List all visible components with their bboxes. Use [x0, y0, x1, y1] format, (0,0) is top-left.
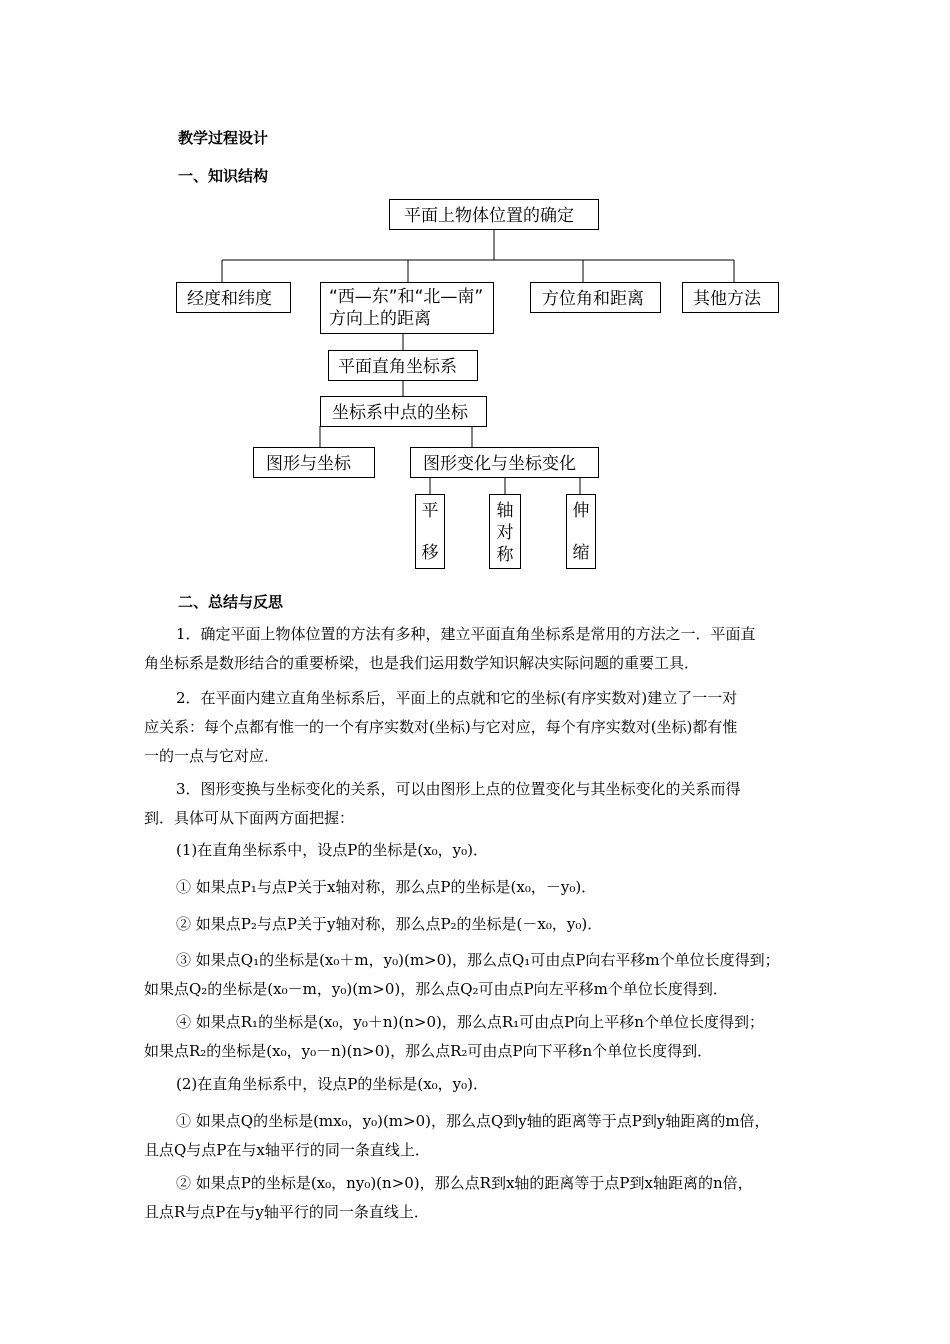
- subsection-1-item-4-line1: ④ 如果点R₁的坐标是(x₀，y₀＋n)(n>0)，那么点R₁可由点P向上平移n个单位长度得到；: [176, 1013, 764, 1031]
- symmetry-char-2: 对: [496, 523, 514, 543]
- subsection-1-item-3: [144, 946, 816, 1004]
- subsection-2-item-2: [144, 1169, 816, 1227]
- tree-node-scaling: [566, 494, 596, 569]
- page-title: 教学过程设计: [178, 129, 269, 147]
- subsection-2-item-1: [144, 1107, 816, 1165]
- paragraph-3: [144, 775, 816, 833]
- tree-node-direction-line1: “西—东”和“北—南”: [329, 287, 484, 307]
- tree-root: 平面上物体位置的确定: [389, 199, 599, 230]
- symmetry-char-3: 称: [496, 545, 514, 565]
- symmetry-char-1: 轴: [496, 501, 514, 521]
- subsection-2-item-2-line1: ② 如果点P的坐标是(x₀，ny₀)(n>0)，那么点R到x轴的距离等于点P到x轴距离的n倍，: [176, 1174, 753, 1192]
- paragraph-2-line3: 一的一点与它对应．: [144, 747, 280, 765]
- tree-node-direction-distance: [320, 282, 494, 334]
- tree-node-translation: [415, 494, 445, 569]
- tree-node-symmetry: [489, 494, 521, 569]
- subsection-1-item-3-line2: 如果点Q₂的坐标是(x₀－m，y₀)(m>0)，那么点Q₂可由点P向左平移m个单位长度得到．: [144, 980, 728, 998]
- subsection-2-item-2-line2: 且点R与点P在与y轴平行的同一条直线上．: [144, 1203, 429, 1221]
- subsection-1-item-2: ② 如果点P₂与点P关于y轴对称，那么点P₂的坐标是(－x₀，y₀)．: [176, 915, 603, 933]
- tree-node-other-methods: 其他方法: [682, 282, 779, 313]
- scaling-char-1: 伸: [572, 501, 590, 521]
- paragraph-2-line1: 2．在平面内建立直角坐标系后，平面上的点就和它的坐标(有序实数对)建立了一一对: [176, 689, 738, 707]
- subsection-1-intro: (1)在直角坐标系中，设点P的坐标是(x₀，y₀)．: [176, 841, 489, 859]
- paragraph-3-line1: 3．图形变换与坐标变化的关系，可以由图形上点的位置变化与其坐标变化的关系而得: [176, 780, 741, 798]
- tree-node-coordinate-system: 平面直角坐标系: [328, 350, 478, 381]
- paragraph-3-line2: 到．具体可从下面两方面把握：: [144, 809, 355, 827]
- section-heading-summary: 二、总结与反思: [178, 593, 284, 611]
- tree-node-bearing-distance: 方位角和距离: [530, 282, 661, 313]
- paragraph-1: [144, 620, 816, 678]
- paragraph-1-line2: 角坐标系是数形结合的重要桥梁，也是我们运用数学知识解决实际问题的重要工具．: [144, 654, 700, 672]
- paragraph-2-line2: 应关系：每个点都有惟一的一个有序实数对(坐标)与它对应，每个有序实数对(坐标)都有惟: [144, 718, 738, 736]
- paragraph-1-line1: 1．确定平面上物体位置的方法有多种，建立平面直角坐标系是常用的方法之一．平面直: [176, 625, 756, 643]
- subsection-1-item-1: ① 如果点P₁与点P关于x轴对称，那么点P的坐标是(x₀，－y₀)．: [176, 878, 597, 896]
- tree-node-point-coordinates: 坐标系中点的坐标: [320, 396, 487, 427]
- subsection-1-item-4: [144, 1008, 816, 1066]
- tree-node-direction-line2: 方向上的距离: [329, 309, 431, 329]
- subsection-1-item-4-line2: 如果点R₂的坐标是(x₀，y₀－n)(n>0)，那么点R₂可由点P向下平移n个单位长度得到．: [144, 1042, 713, 1060]
- section-heading-structure: 一、知识结构: [178, 167, 269, 185]
- subsection-2-intro: (2)在直角坐标系中，设点P的坐标是(x₀，y₀)．: [176, 1075, 489, 1093]
- tree-node-shape-transform: 图形变化与坐标变化: [410, 447, 599, 478]
- paragraph-2: [144, 684, 816, 771]
- tree-node-shape-coordinates: 图形与坐标: [253, 447, 375, 478]
- subsection-1-item-3-line1: ③ 如果点Q₁的坐标是(x₀＋m，y₀)(m>0)，那么点Q₁可由点P向右平移m个单位长度得到；: [176, 951, 780, 969]
- translation-char-2: 移: [421, 543, 439, 563]
- subsection-2-item-1-line1: ① 如果点Q的坐标是(mx₀，y₀)(m>0)，那么点Q到y轴的距离等于点P到y轴距离的m倍，: [176, 1112, 770, 1130]
- translation-char-1: 平: [421, 501, 439, 521]
- scaling-char-2: 缩: [572, 543, 590, 563]
- subsection-2-item-1-line2: 且点Q与点P在与x轴平行的同一条直线上．: [144, 1141, 430, 1159]
- tree-node-latitude-longitude: 经度和纬度: [176, 282, 291, 313]
